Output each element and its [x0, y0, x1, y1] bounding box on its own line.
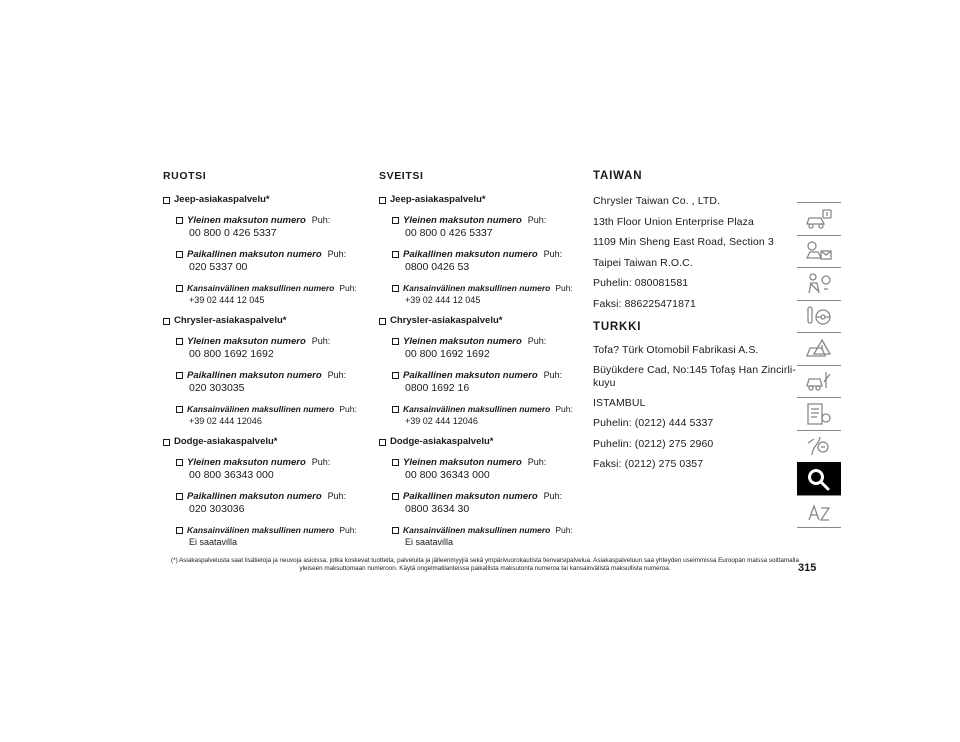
- contact-group: [163, 315, 363, 427]
- car-message-icon: [804, 238, 834, 264]
- list-item: [392, 283, 579, 306]
- phone-value: 00 800 0 426 5337: [405, 227, 493, 239]
- checkbox-bullet-icon: [392, 217, 399, 224]
- checkbox-bullet-icon: [176, 372, 183, 379]
- checkbox-bullet-icon: [392, 372, 399, 379]
- checkbox-bullet-icon: [163, 318, 170, 325]
- item-label: Paikallinen maksuton numero: [403, 491, 538, 502]
- list-item: [176, 370, 363, 395]
- column-ruotsi: [163, 170, 363, 557]
- fax-line: Faksi: 886225471871: [593, 297, 696, 310]
- puh-label: Puh:: [527, 215, 547, 225]
- address-line: 1109 Min Sheng East Road, Section 3: [593, 236, 774, 248]
- item-label: Yleinen maksuton numero: [403, 336, 522, 347]
- checkbox-bullet-icon: [392, 285, 399, 292]
- phone-value: Ei saatavilla: [405, 537, 454, 547]
- phone-value: +39 02 444 12 045: [405, 295, 481, 305]
- phone-value: 00 800 36343 000: [405, 469, 490, 481]
- puh-label: Puh:: [339, 525, 357, 535]
- phone-value: 00 800 1692 1692: [405, 348, 490, 360]
- checkbox-bullet-icon: [176, 217, 183, 224]
- contact-group: [379, 194, 579, 306]
- checkbox-bullet-icon: [176, 406, 183, 413]
- checkbox-bullet-icon: [176, 338, 183, 345]
- checkbox-bullet-icon: [163, 197, 170, 204]
- tab-car-info[interactable]: [797, 202, 841, 235]
- tab-search[interactable]: [797, 462, 841, 495]
- puh-label: Puh:: [339, 404, 357, 414]
- navigation-icon: [804, 433, 834, 459]
- phone-value: 00 800 0 426 5337: [189, 227, 277, 239]
- contact-group: [163, 194, 363, 306]
- steering-wheel-icon: [804, 303, 834, 329]
- index-icon: [804, 498, 834, 524]
- item-label: Paikallinen maksuton numero: [187, 491, 322, 502]
- checkbox-bullet-icon: [176, 285, 183, 292]
- item-label: Kansainvälinen maksullinen numero: [187, 404, 335, 414]
- tab-car-warning[interactable]: [797, 332, 841, 365]
- group-title: Chrysler-asiakaspalvelu*: [390, 315, 503, 326]
- list-item: [176, 283, 363, 306]
- address-line: 13th Floor Union Enterprise Plaza: [593, 215, 754, 228]
- phone-value: 0800 0426 53: [405, 261, 470, 273]
- seatbelt-person-icon: [804, 271, 834, 297]
- tab-checklist[interactable]: [797, 397, 841, 430]
- checkbox-bullet-icon: [379, 439, 386, 446]
- item-label: Yleinen maksuton numero: [187, 215, 306, 226]
- checkbox-bullet-icon: [379, 318, 386, 325]
- checkbox-bullet-icon: [176, 251, 183, 258]
- puh-label: Puh:: [555, 404, 573, 414]
- puh-label: Puh:: [327, 491, 347, 501]
- column-taiwan-turkki: [593, 170, 798, 479]
- list-item: [392, 457, 579, 482]
- section-heading: RUOTSI: [163, 170, 207, 182]
- puh-label: Puh:: [555, 525, 573, 535]
- car-info-icon: [804, 206, 834, 232]
- checkbox-bullet-icon: [176, 459, 183, 466]
- item-label: Kansainvälinen maksullinen numero: [187, 283, 335, 293]
- item-label: Paikallinen maksuton numero: [403, 370, 538, 381]
- section-heading-turkki: TURKKI: [593, 320, 642, 333]
- puh-label: Puh:: [527, 336, 547, 346]
- group-title: Jeep-asiakaspalvelu*: [174, 194, 270, 205]
- column-sveitsi: [379, 170, 579, 557]
- checkbox-bullet-icon: [392, 493, 399, 500]
- item-label: Kansainvälinen maksullinen numero: [403, 404, 551, 414]
- page-number: 315: [798, 562, 817, 574]
- item-label: Yleinen maksuton numero: [187, 457, 306, 468]
- tab-index[interactable]: [797, 495, 841, 529]
- item-label: Yleinen maksuton numero: [403, 215, 522, 226]
- list-item: [176, 457, 363, 482]
- tab-navigation[interactable]: [797, 430, 841, 463]
- list-item: [392, 370, 579, 395]
- phone-value: +39 02 444 12046: [405, 416, 478, 426]
- section-heading: SVEITSI: [379, 170, 424, 182]
- list-item: [176, 249, 363, 274]
- checkbox-bullet-icon: [392, 406, 399, 413]
- tab-car-message[interactable]: [797, 235, 841, 268]
- list-item: [176, 336, 363, 361]
- phone-value: 00 800 1692 1692: [189, 348, 274, 360]
- group-title: Dodge-asiakaspalvelu*: [174, 436, 278, 447]
- phone-line: Puhelin: (0212) 444 5337: [593, 417, 714, 429]
- puh-label: Puh:: [311, 457, 331, 467]
- item-label: Paikallinen maksuton numero: [187, 370, 322, 381]
- phone-line: Puhelin: 080081581: [593, 277, 689, 289]
- phone-value: Ei saatavilla: [189, 537, 238, 547]
- phone-value: 0800 3634 30: [405, 503, 470, 515]
- car-tools-icon: [804, 368, 834, 394]
- item-label: Yleinen maksuton numero: [187, 336, 306, 347]
- phone-value: +39 02 444 12046: [189, 416, 262, 426]
- section-heading-taiwan: TAIWAN: [593, 170, 643, 182]
- address-line: Büyükdere Cad, No:145 Tofaş Han Zincirli-kuyu: [593, 364, 796, 389]
- phone-value: +39 02 444 12 045: [189, 295, 265, 305]
- puh-label: Puh:: [311, 336, 331, 346]
- checkbox-bullet-icon: [176, 493, 183, 500]
- chapter-tabs: [797, 202, 841, 528]
- tab-steering-wheel[interactable]: [797, 300, 841, 333]
- list-item: [392, 491, 579, 516]
- car-warning-icon: [804, 336, 834, 362]
- contact-group: [163, 436, 363, 548]
- fax-line: Faksi: (0212) 275 0357: [593, 458, 704, 470]
- phone-value: 00 800 36343 000: [189, 469, 274, 481]
- group-title: Chrysler-asiakaspalvelu*: [174, 315, 287, 326]
- list-item: [392, 525, 579, 548]
- contact-group: [379, 436, 579, 548]
- item-label: Kansainvälinen maksullinen numero: [187, 525, 335, 535]
- list-item: [176, 491, 363, 516]
- phone-value: 020 5337 00: [189, 261, 248, 273]
- item-label: Yleinen maksuton numero: [403, 457, 522, 468]
- puh-label: Puh:: [543, 249, 563, 259]
- puh-label: Puh:: [527, 457, 547, 467]
- phone-line: Puhelin: (0212) 275 2960: [593, 437, 714, 450]
- puh-label: Puh:: [555, 283, 573, 293]
- checkbox-bullet-icon: [392, 459, 399, 466]
- checklist-icon: [804, 401, 834, 427]
- checkbox-bullet-icon: [163, 439, 170, 446]
- address-line: Taipei Taiwan R.O.C.: [593, 256, 693, 269]
- address-line: Chrysler Taiwan Co. , LTD.: [593, 195, 721, 207]
- puh-label: Puh:: [339, 283, 357, 293]
- group-title: Dodge-asiakaspalvelu*: [390, 436, 494, 447]
- list-item: [176, 215, 363, 240]
- puh-label: Puh:: [543, 370, 563, 380]
- tab-car-tools[interactable]: [797, 365, 841, 398]
- list-item: [392, 249, 579, 274]
- address-line: Tofa? Türk Otomobil Fabrikasi A.S.: [593, 343, 759, 356]
- checkbox-bullet-icon: [392, 527, 399, 534]
- list-item: [392, 336, 579, 361]
- puh-label: Puh:: [543, 491, 563, 501]
- item-label: Kansainvälinen maksullinen numero: [403, 525, 551, 535]
- phone-value: 020 303036: [189, 503, 245, 515]
- checkbox-bullet-icon: [379, 197, 386, 204]
- list-item: [176, 525, 363, 548]
- list-item: [392, 404, 579, 427]
- phone-value: 0800 1692 16: [405, 382, 470, 394]
- list-item: [392, 215, 579, 240]
- item-label: Paikallinen maksuton numero: [187, 249, 322, 260]
- item-label: Kansainvälinen maksullinen numero: [403, 283, 551, 293]
- footnote: (*) Asiakaspalvelusta saat lisätietoja ja neuvoja asioissa, jotka koskevat tuotteita, palveluita ja jälleenmyyjiä sekä ympärivuorokautista tienvarsipalvelua. Asiakaspalveluun saa yhteyden useimmissa Euroopan maissa soittamalla yleiseen maksuttomaan numeroon. Käytä ongelmatilanteissa paikallista maksutonta numeroa tai kansainvälistä maksullista numeroa.: [171, 557, 799, 572]
- puh-label: Puh:: [327, 370, 347, 380]
- list-item: [176, 404, 363, 427]
- checkbox-bullet-icon: [392, 338, 399, 345]
- checkbox-bullet-icon: [392, 251, 399, 258]
- group-title: Jeep-asiakaspalvelu*: [390, 194, 486, 205]
- checkbox-bullet-icon: [176, 527, 183, 534]
- search-icon: [804, 466, 834, 492]
- contact-group: [379, 315, 579, 427]
- address-line: ISTAMBUL: [593, 396, 646, 409]
- puh-label: Puh:: [327, 249, 347, 259]
- tab-seatbelt[interactable]: [797, 267, 841, 300]
- puh-label: Puh:: [311, 215, 331, 225]
- item-label: Paikallinen maksuton numero: [403, 249, 538, 260]
- phone-value: 020 303035: [189, 382, 245, 394]
